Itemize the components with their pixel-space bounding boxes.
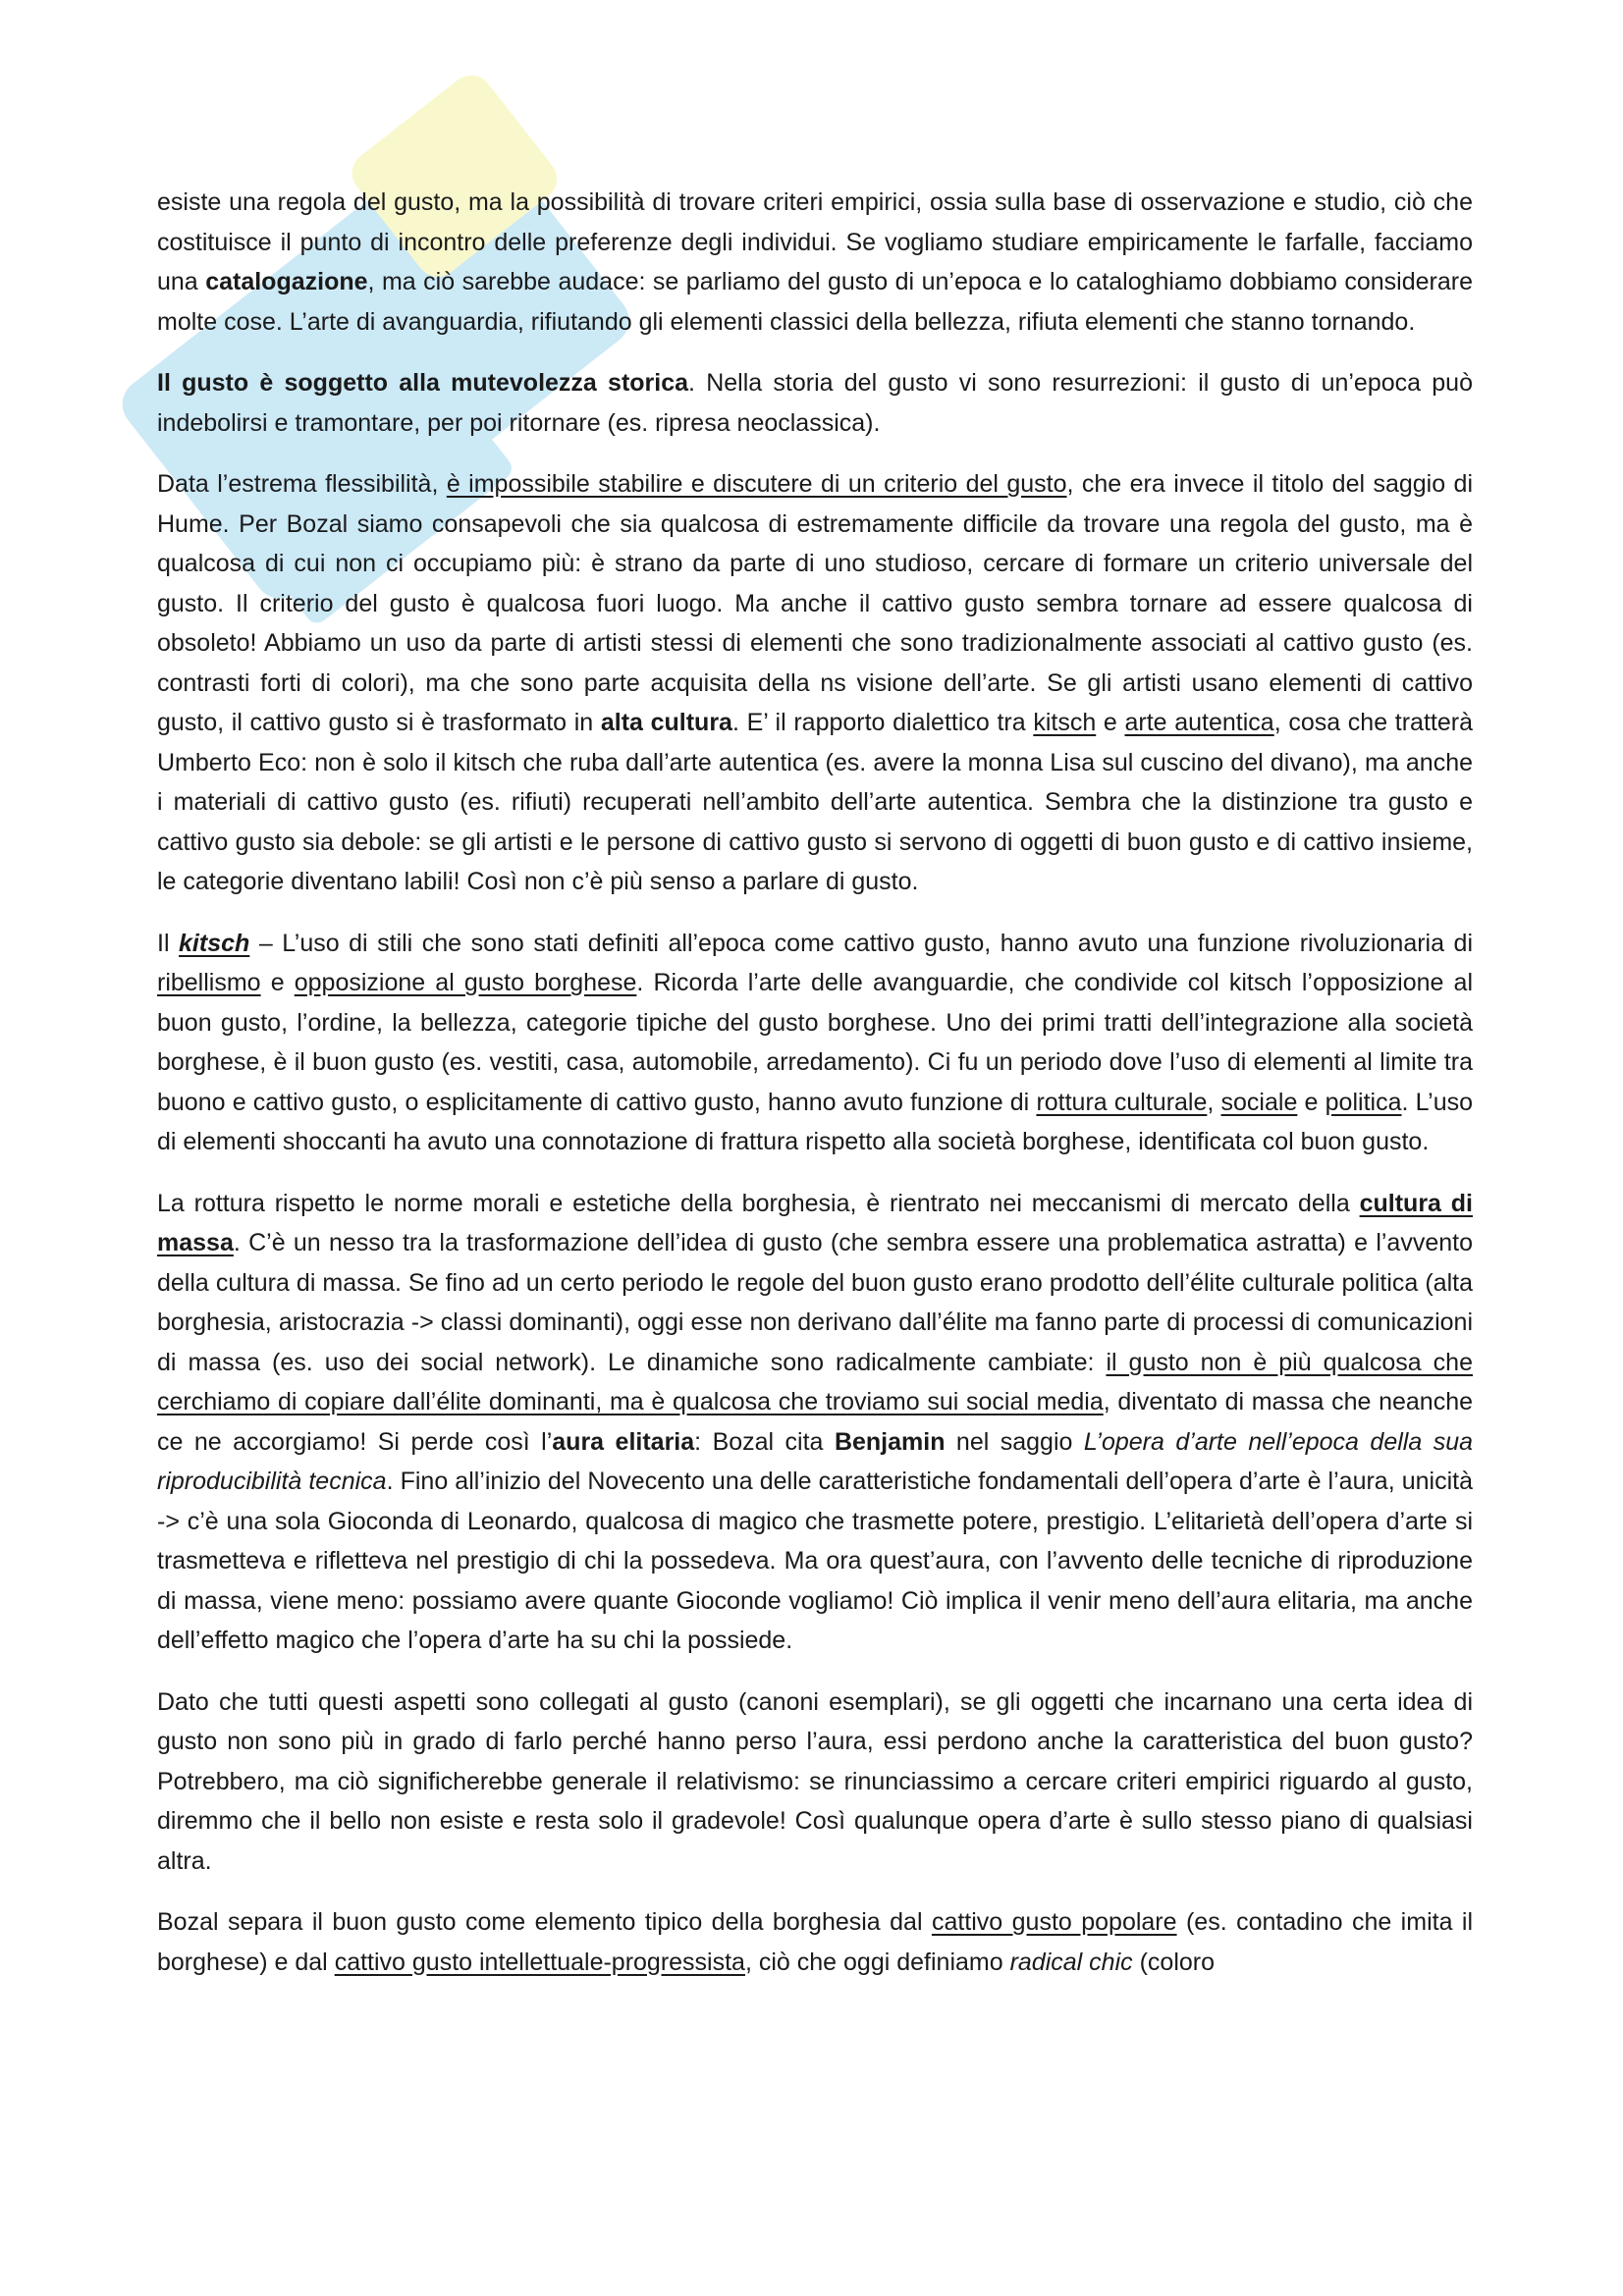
paragraph: Il gusto è soggetto alla mutevolezza storica. Nella storia del gusto vi sono resurrezioni: il gusto di un’epoca può indebolirsi e tramontare, per poi ritornare (es. ripresa neoclassica). [157, 369, 1473, 437]
paragraph: Il kitsch – L’uso di stili che sono stati definiti all’epoca come cattivo gusto, hanno avuto una funzione rivoluzionaria di ribellismo e opposizione al gusto borghese. Ricorda l’arte delle avanguardie, che condivide col kitsch l’opposizione al buon gusto, l’ordine, la bellezza, categorie tipiche del gusto borghese. Uno dei primi tratti dell’integrazione alla società borghese, è il buon gusto (es. vestiti, casa, automobile, arredamento). Ci fu un periodo dove l’uso di elementi al limite tra buono e cattivo gusto, o esplicitamente di cattivo gusto, hanno avuto funzione di rottura culturale, sociale e politica. L’uso di elementi shoccanti ha avuto una connotazione di frattura rispetto alla società borghese, identificata col buon gusto. [157, 929, 1474, 1155]
paragraph: Data l’estrema flessibilità, è impossibile stabilire e discutere di un criterio del gusto, che era invece il titolo del saggio di Hume. Per Bozal siamo consapevoli che sia qualcosa di estremamente difficile da trovare una regola del gusto, ma è qualcosa di cui non ci occupiamo più: è strano da parte di uno studioso, cercare di formare un criterio universale del gusto. Il criterio del gusto è qualcosa fuori luogo. Ma anche il cattivo gusto sembra tornare ad essere qualcosa di obsoleto! Abbiamo un uso da parte di artisti stessi di elementi che sono tradizionalmente associati al cattivo gusto (es. contrasti forti di colori), ma che sono parte acquisita della ns visione dell’arte. Se gli artisti usano elementi di cattivo gusto, il cattivo gusto si è trasformato in alta cultura. E’ il rapporto dialettico tra kitsch e arte autentica, cosa che tratterà Umberto Eco: non è solo il kitsch che ruba dall’arte autentica (es. avere la monna Lisa sul cuscino del divano), ma anche i materiali di cattivo gusto (es. rifiuti) recuperati nell’ambito dell’arte autentica. Sembra che la distinzione tra gusto e cattivo gusto sia debole: se gli artisti e le persone di cattivo gusto si servono di oggetti di buon gusto e di cattivo insieme, le categorie diventano labili! Così non c’è più senso a parlare di gusto. [157, 470, 1474, 895]
paragraph: Bozal separa il buon gusto come elemento tipico della borghesia dal cattivo gusto popolare (es. contadino che imita il borghese) e dal cattivo gusto intellettuale-progressista, ciò che oggi definiamo radical chic (coloro [157, 1908, 1474, 1976]
paragraph: Dato che tutti questi aspetti sono collegati al gusto (canoni esemplari), se gli oggetti che incarnano una certa idea di gusto non sono più in grado di farlo perché hanno perso l’aura, essi perdono anche la caratteristica del buon gusto? Potrebbero, ma ciò significherebbe generale il relativismo: se rinunciassimo a cercare criteri empirici riguardo al gusto, diremmo che il bello non esiste e resta solo il gradevole! Così qualunque opera d’arte è sullo stesso piano di qualsiasi altra. [157, 1687, 1473, 1875]
paragraph: esiste una regola del gusto, ma la possibilità di trovare criteri empirici, ossia sulla base di osservazione e studio, ciò che costituisce il punto di incontro delle preferenze degli individui. Se vogliamo studiare empiricamente le farfalle, facciamo una catalogazione, ma ciò sarebbe audace: se parliamo del gusto di un’epoca e lo cataloghiamo dobbiamo considerare molte cose. L’arte di avanguardia, rifiutando gli elementi classici della bellezza, rifiuta elementi che stanno tornando. [157, 188, 1473, 336]
paragraph: La rottura rispetto le norme morali e estetiche della borghesia, è rientrato nei meccanismi di mercato della cultura di massa. C’è un nesso tra la trasformazione dell’idea di gusto (che sembra essere una problematica astratta) e l’avvento della cultura di massa. Se fino ad un certo periodo le regole del buon gusto erano prodotto dell’élite culturale politica (alta borghesia, aristocrazia -> classi dominanti), oggi esse non derivano dall’élite ma fanno parte di processi di comunicazioni di massa (es. uso dei social network). Le dinamiche sono radicalmente cambiate: il gusto non è più qualcosa che cerchiamo di copiare dall’élite dominanti, ma è qualcosa che troviamo sui social media, diventato di massa che neanche ce ne accorgiamo! Si perde così l’aura elitaria: Bozal cita Benjamin nel saggio L’opera d’arte nell’epoca della sua riproducibilità tecnica. Fino all’inizio del Novecento una delle caratteristiche fondamentali dell’opera d’arte è l’aura, unicità -> c’è una sola Gioconda di Leonardo, qualcosa di magico che trasmette potere, prestigio. L’elitarietà dell’opera d’arte si trasmetteva e rifletteva nel prestigio di chi la possedeva. Ma ora quest’aura, con l’avvento delle tecniche di riproduzione di massa, viene meno: possiamo avere quante Gioconde vogliamo! Ciò implica il venir meno dell’aura elitaria, ma anche dell’effetto magico che l’opera d’arte ha su chi la possiede. [157, 1189, 1474, 1654]
document-page [157, 183, 1473, 2003]
